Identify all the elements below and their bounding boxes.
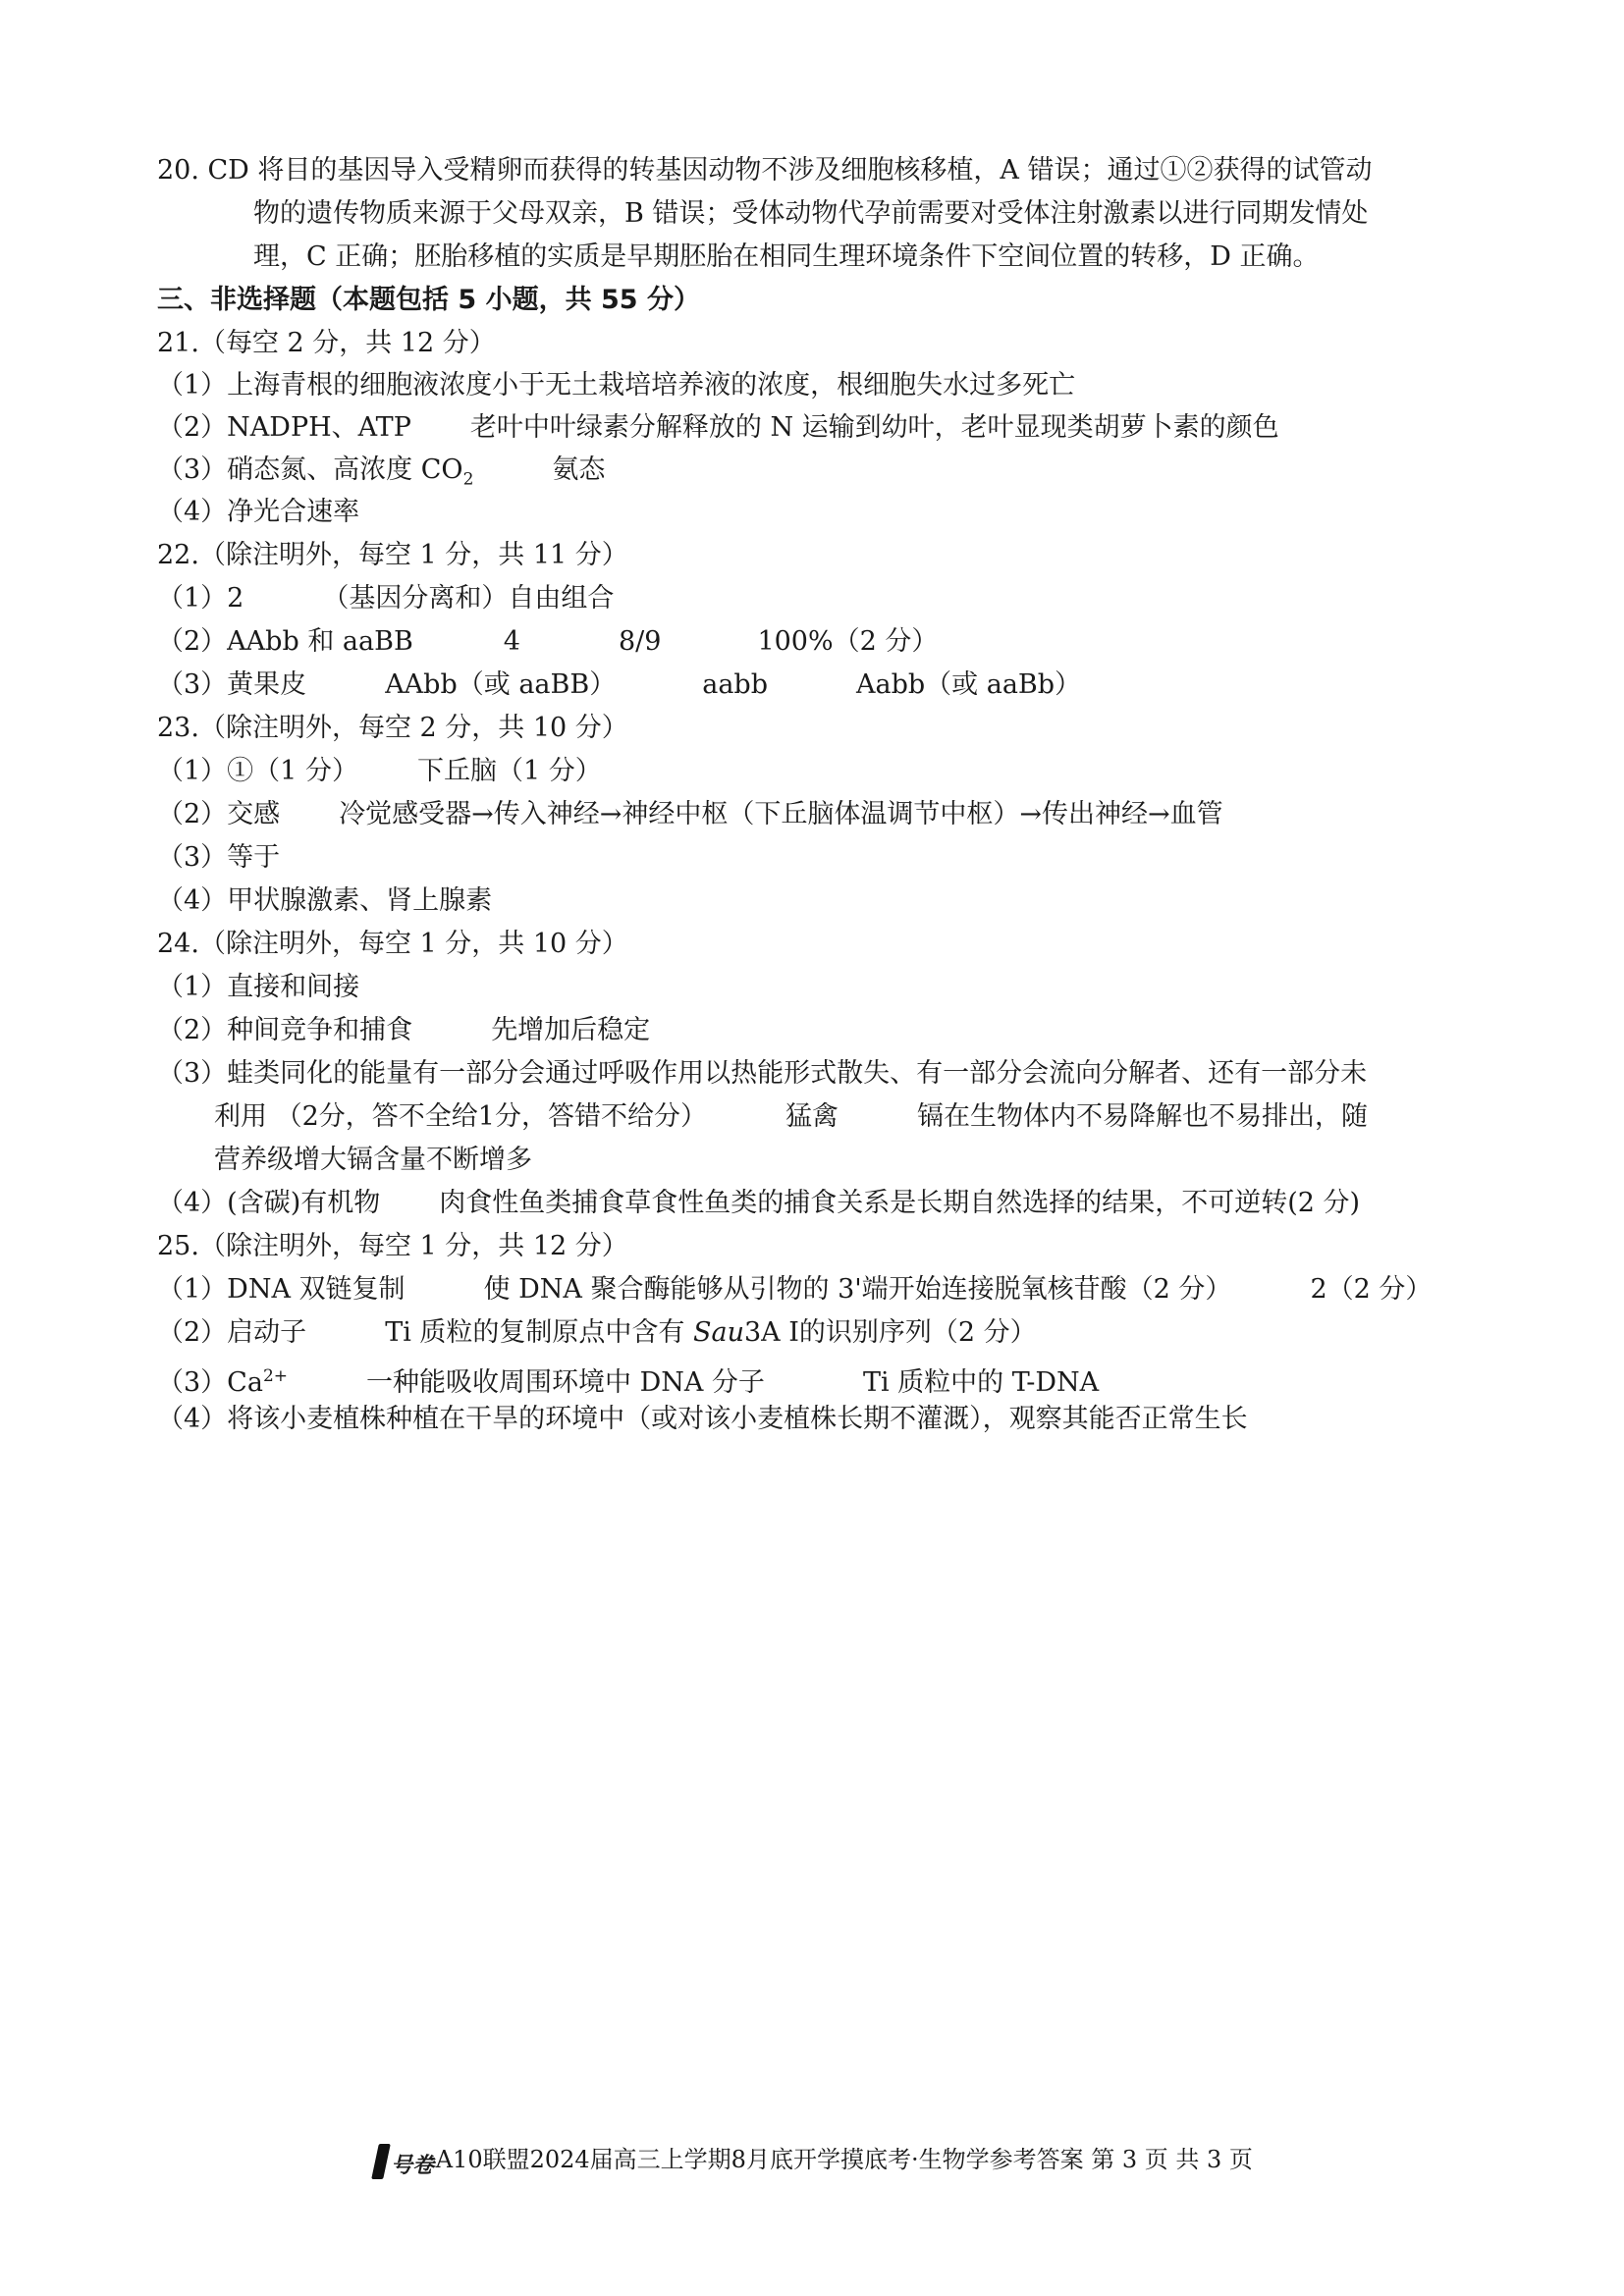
q25-answer-2a: （2）启动子 [157,1317,307,1348]
q22-answer-1 [157,577,614,620]
q21-answer-3a: （3）硝态氮 [157,454,307,485]
q25-answer-2b: Ti 质粒的复制原点中含有 [385,1317,693,1348]
q25-answer-2c: 3A I的识别序列（2 分） [743,1317,1037,1348]
q25-answer-1a: （1）DNA 双链复制 [157,1274,406,1305]
q21-answer-2a: （2）NADPH、ATP [157,412,411,443]
q24-answer-2b: 先增加后稳定 [491,1015,651,1045]
q24-answer-3-line-2c: 镉在生物体内不易降解也不易排出，随 [916,1101,1368,1132]
q24-answer-1: （1）直接和间接 [157,972,360,1002]
q25-answer-3c: Ti 质粒中的 T-DNA [862,1367,1100,1398]
q22-answer-3d: Aabb（或 aaBb） [855,669,1082,700]
q23-heading: 23.（除注明外，每空 2 分，共 10 分） [157,713,628,743]
q23-answer-1 [157,750,602,793]
q21-answer-2 [157,406,1279,450]
q23-answer-3: （3）等于 [157,842,281,873]
q24-answer-3-line-1: （3）蛙类同化的能量有一部分会通过呼吸作用以热能形式散失、有一部分会流向分解者、还有一部分未 [157,1058,1368,1089]
q25-answer-1b: 使 DNA 聚合酶能够从引物的 3'端开始连接脱氧核苷酸（2 分） [483,1274,1232,1305]
q22-answer-2b: 4 [503,626,520,657]
section-heading: 三、非选择题（本题包括 5 小题，共 55 分） [157,285,700,315]
q21-answer-2b: 老叶中叶绿素分解释放的 N 运输到幼叶，老叶显现类胡萝卜素的颜色 [469,412,1279,443]
q24-answer-2a: （2）种间竞争和捕食 [157,1015,413,1045]
q23-answer-2 [157,793,1223,836]
q25-answer-1 [157,1268,1432,1311]
page-footer [0,2140,1624,2181]
q20-line-3: 理，C 正确；胚胎移植的实质是早期胚胎在相同生理环境条件下空间位置的转移，D 正确。 [253,241,1320,272]
q20-line-2: 物的遗传物质来源于父母双亲，B 错误；受体动物代孕前需要对受体注射激素以进行同期发情处 [253,198,1369,229]
q21-answer-4: （4）净光合速率 [157,497,360,527]
q23-answer-1a: （1）①（1 分） [157,756,358,786]
q25-answer-3b: 一种能吸收周围环境中 DNA 分子 [366,1367,765,1398]
q23-answer-2a: （2）交感 [157,799,281,829]
q24-answer-4 [157,1182,1360,1225]
q22-answer-2 [157,620,938,664]
q24-answer-4a: （4）(含碳)有机物 [157,1188,381,1218]
q22-answer-3b: AAbb（或 aaBB） [385,669,617,700]
q21-answer-3c: 氨态 [552,454,606,485]
q25-answer-3-superscript: 2+ [262,1366,288,1386]
q24-answer-3-line-2a: 利用 （2分，答不全给1分，答错不给分） [214,1101,707,1132]
q24-answer-3-line-2 [214,1095,1368,1139]
q24-answer-2 [157,1009,650,1052]
q21-answer-3b: 、高浓度 CO [306,454,463,485]
q25-answer-2 [157,1311,1037,1355]
q22-answer-3a: （3）黄果皮 [157,669,307,700]
footer-text: ·A10联盟2024届高三上学期8月底开学摸底考·生物学参考答案 第 3 页 共 3 页 [428,2146,1253,2173]
q23-answer-4: （4）甲状腺激素、肾上腺素 [157,885,493,916]
q24-answer-3-line-3: 营养级增大镉含量不断增多 [214,1145,532,1175]
q25-answer-3a: （3）Ca [157,1367,263,1398]
q25-heading: 25.（除注明外，每空 1 分，共 12 分） [157,1231,628,1261]
q23-answer-1b: 下丘脑（1 分） [416,756,602,786]
q23-answer-2b: 冷觉感受器→传入神经→神经中枢（下丘脑体温调节中枢）→传出神经→血管 [339,799,1223,829]
brand-logo: 号卷 [371,2142,424,2181]
q22-answer-3c: aabb [702,669,768,700]
q21-heading: 21.（每空 2 分，共 12 分） [157,328,496,358]
q22-answer-1b: （基因分离和）自由组合 [322,583,615,614]
q22-answer-1a: （1）2 [157,583,244,614]
q25-answer-1c: 2（2 分） [1310,1274,1433,1305]
q22-answer-2d: 100%（2 分） [757,626,939,657]
q22-heading: 22.（除注明外，每空 1 分，共 11 分） [157,540,628,570]
q24-answer-4b: 肉食性鱼类捕食草食性鱼类的捕食关系是长期自然选择的结果，不可逆转(2 分) [439,1188,1361,1218]
q25-answer-2-italic: Sau [693,1317,744,1348]
q22-answer-2a: （2）AAbb 和 aaBB [157,626,413,657]
q22-answer-3 [157,664,1081,707]
q21-answer-1: （1）上海青根的细胞液浓度小于无土栽培培养液的浓度，根细胞失水过多死亡 [157,370,1076,400]
q24-answer-3-line-2b: 猛禽 [785,1101,839,1132]
q21-answer-3-subscript: 2 [462,469,474,490]
q24-heading: 24.（除注明外，每空 1 分，共 10 分） [157,929,628,959]
q22-answer-2c: 8/9 [618,626,662,657]
q25-answer-4: （4）将该小麦植株种植在干旱的环境中（或对该小麦植株长期不灌溉），观察其能否正常生长 [157,1404,1248,1434]
q20-line-1: 20. CD 将目的基因导入受精卵而获得的转基因动物不涉及细胞核移植，A 错误；通过①②获得的试管动 [157,155,1373,186]
